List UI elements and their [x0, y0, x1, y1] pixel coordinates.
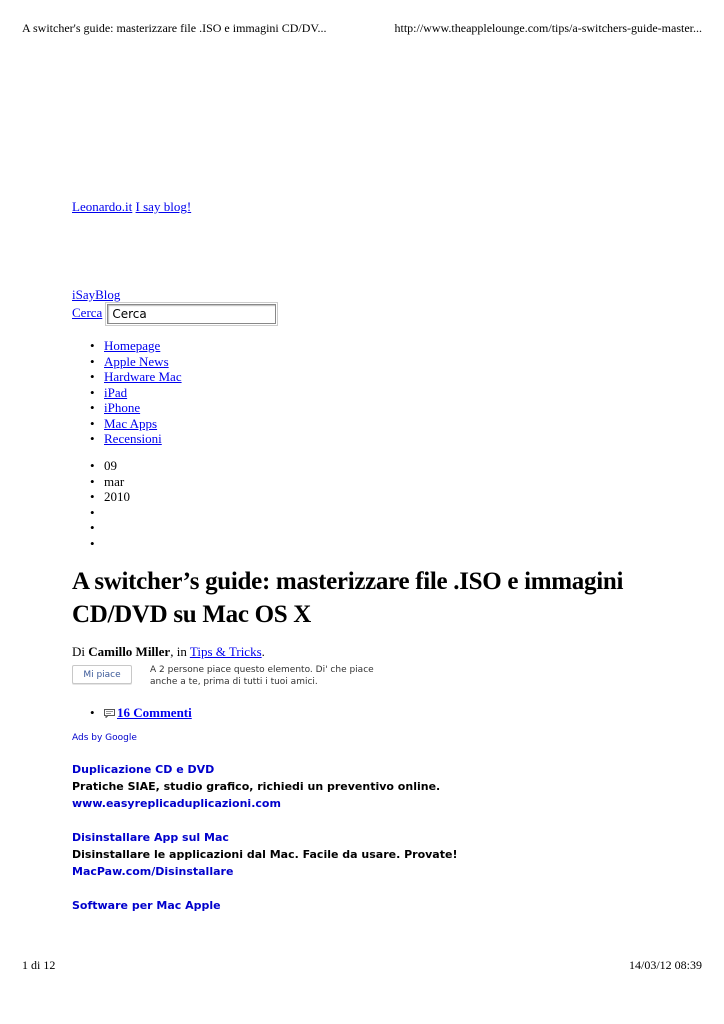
nav-list — [90, 338, 182, 447]
date-day: • 09 — [90, 458, 130, 474]
nav-item-apple-news — [90, 354, 182, 370]
comment-icon — [104, 709, 115, 718]
print-header-url: http://www.theapplelounge.com/tips/a-switchers-guide-master... — [394, 21, 702, 35]
isayblog-link[interactable]: I say blog! — [135, 199, 192, 214]
ad-item — [72, 761, 440, 812]
byline — [72, 644, 265, 660]
ad-item — [72, 897, 221, 914]
bullet: • — [90, 705, 95, 720]
top-links — [72, 199, 191, 215]
nav-link-mac-apps[interactable]: Mac Apps — [104, 415, 158, 431]
ad-item — [72, 829, 457, 880]
comments-count: 16 Commenti — [117, 705, 192, 720]
empty-list-item — [90, 505, 130, 521]
category-link[interactable]: Tips & Tricks — [189, 644, 262, 659]
empty-list-item — [90, 520, 130, 536]
date-month: • mar — [90, 474, 130, 490]
ad-title[interactable]: Disinstallare App sul Mac — [72, 831, 229, 844]
nav-link-iphone[interactable]: iPhone — [104, 400, 141, 415]
search-form — [72, 302, 276, 324]
byline-in: , in — [170, 644, 190, 659]
ads-by-google[interactable]: Ads by Google — [72, 733, 137, 743]
date-list — [90, 458, 130, 551]
search-input[interactable] — [107, 304, 276, 324]
print-header-title: A switcher's guide: masterizzare file .ISO e immagini CD/DV... — [22, 21, 327, 35]
like-text-line-1: A 2 persone piace questo elemento. Di' che piace — [150, 665, 374, 675]
like-button[interactable]: Mi piace — [72, 665, 132, 684]
nav-item-ipad — [90, 385, 182, 401]
empty-list-item — [90, 536, 130, 552]
author-name: Camillo Miller — [88, 644, 171, 659]
nav-link-recensioni[interactable]: Recensioni — [104, 431, 162, 446]
article-title: A switcher’s guide: masterizzare file .ISO e immagini CD/DVD su Mac OS X — [72, 568, 624, 628]
nav-link-homepage[interactable]: Homepage — [104, 338, 161, 353]
nav-item-mac-apps — [90, 416, 182, 432]
ad-description: Pratiche SIAE, studio grafico, richiedi un preventivo online. — [72, 780, 441, 793]
print-footer-page: 1 di 12 — [22, 958, 56, 972]
date-year: • 2010 — [90, 489, 130, 505]
ad-url[interactable]: www.easyreplicaduplicazioni.com — [72, 797, 281, 810]
nav-link-ipad[interactable]: iPad — [104, 384, 128, 400]
ad-title[interactable]: Software per Mac Apple — [72, 899, 221, 912]
like-text — [150, 664, 374, 688]
nav-item-iphone — [90, 400, 182, 416]
ad-description: Disinstallare le applicazioni dal Mac. Facile da usare. Provate! — [72, 848, 458, 861]
leonardo-link[interactable]: Leonardo.it — [72, 199, 133, 214]
ad-url[interactable]: MacPaw.com/Disinstallare — [72, 865, 234, 878]
comments-link[interactable] — [104, 705, 192, 721]
nav-item-recensioni — [90, 431, 182, 447]
nav-item-homepage — [90, 338, 182, 354]
like-text-line-2: anche a te, prima di tutti i tuoi amici. — [150, 677, 318, 687]
nav-link-apple-news[interactable]: Apple News — [104, 353, 169, 369]
search-label-link[interactable]: Cerca — [72, 305, 103, 320]
print-footer-datetime: 14/03/12 08:39 — [628, 958, 702, 972]
brand-link[interactable]: iSayBlog — [72, 287, 121, 302]
ad-title[interactable]: Duplicazione CD e DVD — [72, 763, 215, 776]
nav-link-hardware-mac[interactable]: Hardware Mac — [104, 369, 182, 384]
nav-item-hardware-mac — [90, 369, 182, 385]
byline-end: . — [261, 644, 265, 659]
byline-prefix: Di — [72, 644, 89, 659]
